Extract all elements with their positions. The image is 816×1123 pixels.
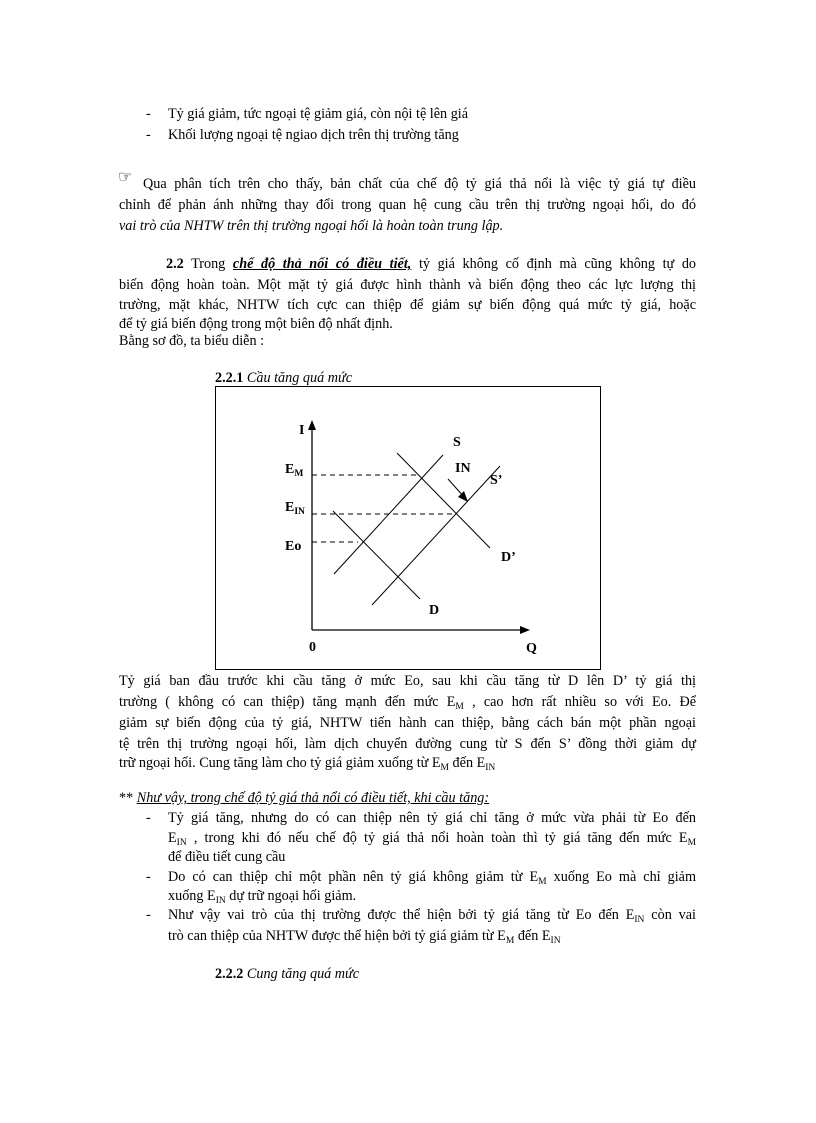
subsection-title: Cầu tăng quá mức bbox=[246, 370, 352, 386]
subscript: M bbox=[538, 877, 547, 887]
summary-bullet-line bbox=[168, 869, 696, 886]
summary-text: xuống Eo mà chỉ giảm bbox=[553, 869, 697, 885]
explanation-line: tệ trên thị trường ngoại hối, làm dịch chuyển đường cung từ S đến S’ đồng thời giảm dự bbox=[119, 736, 696, 752]
s-label: S bbox=[453, 435, 461, 450]
explanation-text: trữ ngoại hối. Cung tăng làm cho tỷ giá giảm xuống từ E bbox=[119, 755, 441, 771]
bullet-dash: - bbox=[146, 106, 151, 122]
origin-label: 0 bbox=[309, 640, 316, 655]
x-axis-label: Q bbox=[526, 641, 537, 656]
section-2-2-line: Bằng sơ đồ, ta biểu diễn : bbox=[119, 333, 265, 349]
section-2-2-line: biến động hoàn toàn. Một mặt tỷ giá được hình thành và biến động theo các lực lượng thị bbox=[119, 277, 696, 293]
pointing-hand-icon: ☞ bbox=[118, 169, 133, 186]
bullet-dash: - bbox=[146, 869, 151, 885]
ein-label: $E_{IN}$ bbox=[285, 500, 305, 517]
conclusion-line: Qua phân tích trên cho thấy, bản chất của chế độ tỷ giá thả nổi là việc tỷ giá tự điều bbox=[143, 176, 696, 192]
explanation-text: , cao hơn rất nhiều so với Eo. Để bbox=[472, 694, 697, 710]
supply-curve-s-prime bbox=[372, 466, 503, 605]
y-axis-arrow-icon bbox=[308, 420, 316, 430]
summary-text: Như vậy vai trò của thị trường được thể hiện bởi tỷ giá tăng từ Eo đến E bbox=[168, 907, 635, 923]
section-2-2-line: để tỷ giá biến động trong một biên độ nhất định. bbox=[119, 316, 393, 332]
in-label: IN bbox=[455, 461, 471, 476]
subsection-heading bbox=[215, 966, 359, 983]
shift-arrow-head-icon bbox=[458, 491, 468, 502]
subscript: IN bbox=[176, 838, 187, 848]
subscript: M bbox=[455, 702, 464, 712]
subscript: IN bbox=[215, 896, 226, 906]
explanation-line: Tỷ giá ban đầu trước khi cầu tăng ở mức Eo, sau khi cầu tăng từ D lên D’ tỷ giá thị bbox=[119, 673, 696, 689]
demand-curve-d-prime bbox=[397, 453, 490, 548]
subsection-number: 2.2.2 bbox=[215, 966, 244, 982]
summary-text: E bbox=[168, 830, 177, 846]
bullet-dash: - bbox=[146, 810, 151, 826]
subscript: M bbox=[687, 838, 697, 848]
section-line-rest: tỷ giá không cố định mà cũng không tự do bbox=[418, 256, 697, 272]
subscript: IN bbox=[485, 763, 496, 773]
explanation-line: giảm sự biến động của tỷ giá, NHTW tiến hành can thiệp, bằng cách bán một phần ngoại bbox=[119, 715, 696, 731]
diagram-frame bbox=[216, 387, 601, 670]
eo-label: Eo bbox=[285, 539, 302, 554]
bullet-dash: - bbox=[146, 907, 151, 923]
conclusion-italic-line: vai trò của NHTW trên thị trường ngoại hối là hoàn toàn trung lập. bbox=[119, 218, 504, 234]
supply-demand-diagram bbox=[215, 386, 601, 670]
explanation-text: đến E bbox=[449, 755, 486, 771]
summary-heading bbox=[119, 790, 489, 807]
explanation-text: trường ( không có can thiệp) tăng mạnh đến mức E bbox=[119, 694, 456, 710]
subscript: IN bbox=[634, 915, 645, 925]
section-number: 2.2 bbox=[166, 256, 184, 272]
subscript: M bbox=[440, 763, 449, 773]
summary-text: dự trữ ngoại hối giảm. bbox=[225, 888, 357, 904]
summary-text: còn vai bbox=[651, 907, 696, 923]
bullet-dash: - bbox=[146, 127, 151, 143]
subscript: IN bbox=[550, 936, 561, 946]
summary-text: , trong khi đó nếu chế độ tỷ giá thả nổi hoàn toàn thì tỷ giá tăng đến mức E bbox=[193, 830, 688, 846]
x-axis-arrow-icon bbox=[520, 626, 530, 634]
section-2-2-line: trường, mặt khác, NHTW tích cực can thiệp để giảm sự biến động quá mức tỷ giá, hoặc bbox=[119, 297, 696, 313]
summary-heading-text: Như vậy, trong chế độ tỷ giá thả nổi có điều tiết, khi cầu tăng: bbox=[136, 790, 490, 806]
section-2-2-line bbox=[166, 256, 696, 273]
subsection-heading bbox=[215, 370, 352, 387]
summary-text: trò can thiệp của NHTW được thể hiện bởi tỷ giá giảm từ E bbox=[168, 928, 506, 944]
summary-bullet-line bbox=[168, 907, 696, 924]
s-prime-label: S’ bbox=[490, 473, 503, 488]
summary-text: đến E bbox=[514, 928, 551, 944]
summary-bullet-line: Tỷ giá tăng, nhưng do có can thiệp nên tỷ giá chỉ tăng ở mức vừa phải từ Eo đến bbox=[168, 810, 696, 826]
summary-bullet-line bbox=[168, 928, 561, 945]
summary-bullet-line: để điều tiết cung cầu bbox=[168, 849, 286, 865]
d-label: D bbox=[429, 603, 440, 618]
explanation-line bbox=[119, 755, 495, 772]
demand-curve-d bbox=[333, 511, 420, 599]
summary-bullet-line bbox=[168, 830, 696, 847]
summary-bullet-line bbox=[168, 888, 356, 905]
section-term: chế độ thả nổi có điều tiết, bbox=[232, 256, 412, 272]
summary-text: Do có can thiệp chỉ một phần nên tỷ giá không giảm từ E bbox=[168, 869, 539, 885]
bullet-item: Khối lượng ngoại tệ ngiao dịch trên thị trường tăng bbox=[168, 127, 459, 143]
subscript: M bbox=[505, 936, 515, 946]
summary-text: xuống E bbox=[168, 888, 216, 904]
explanation-line bbox=[119, 694, 696, 711]
subsection-title: Cung tăng quá mức bbox=[246, 966, 360, 982]
diagram-svg bbox=[215, 386, 601, 670]
section-prefix: Trong bbox=[191, 256, 226, 272]
conclusion-line: chỉnh để phản ánh những thay đổi trong quan hệ cung cầu trên thị trường ngoại hối, do đó bbox=[119, 197, 696, 213]
y-axis-label: I bbox=[299, 423, 305, 438]
em-label: $E_M$ bbox=[285, 462, 304, 479]
d-prime-label: D’ bbox=[501, 550, 516, 565]
summary-stars: ** bbox=[119, 790, 134, 806]
bullet-item: Tỷ giá giảm, tức ngoại tệ giảm giá, còn nội tệ lên giá bbox=[168, 106, 469, 122]
subsection-number: 2.2.1 bbox=[215, 370, 244, 386]
